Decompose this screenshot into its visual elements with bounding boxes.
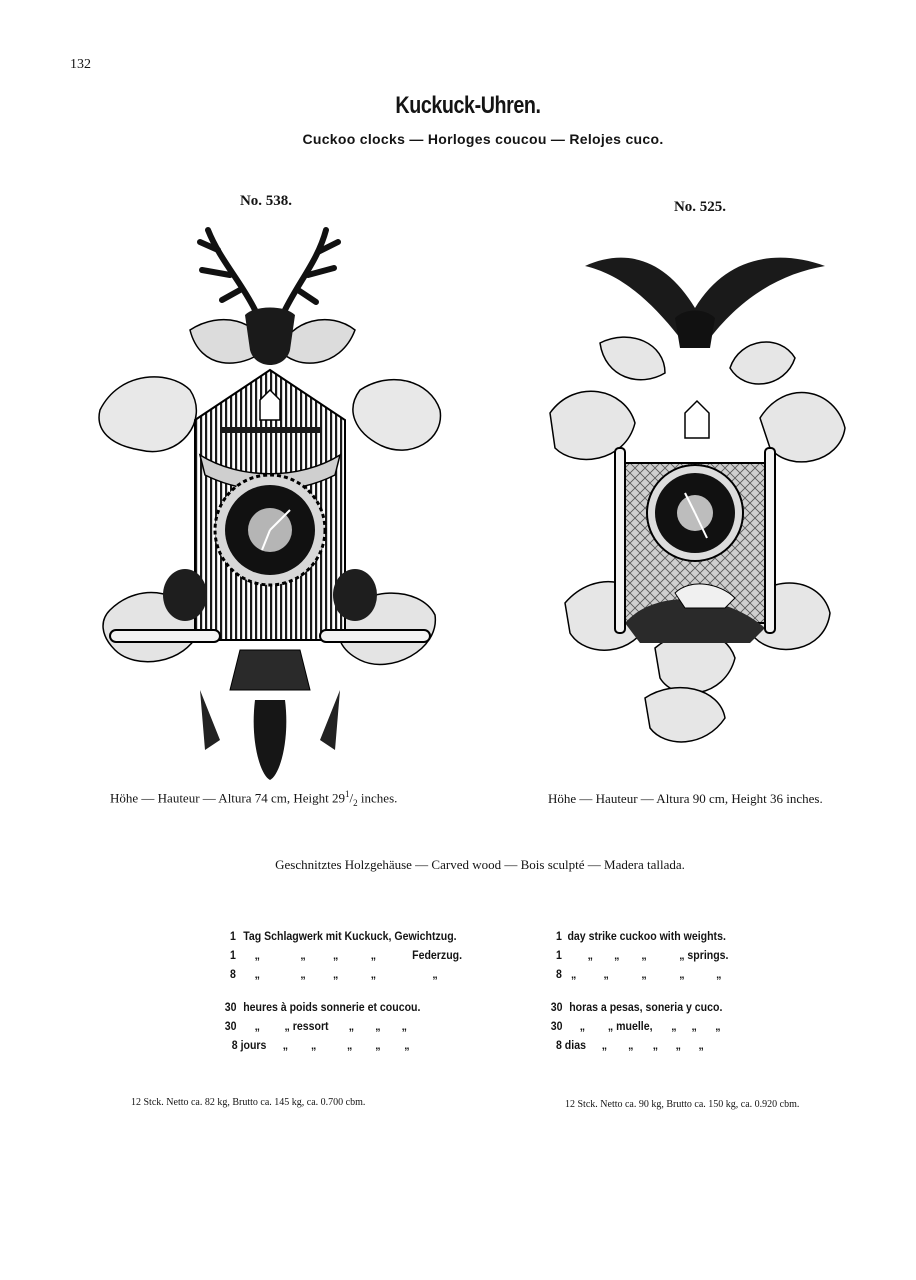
spec-row	[550, 1019, 767, 1038]
spec-cell: „	[603, 967, 609, 981]
spec-cell: 8	[230, 967, 236, 981]
page-title: Kuckuck-Uhren.	[395, 92, 541, 119]
spec-cell: „	[254, 1019, 260, 1033]
spec-block-english	[550, 929, 767, 1057]
spec-cell: 8 jours	[231, 1038, 267, 1052]
caption-538-unit: inches.	[357, 790, 398, 806]
caption-538-text: Höhe — Hauteur — Altura 74 cm, Height 29	[110, 790, 346, 806]
spec-cell: Federzug.	[412, 948, 463, 962]
spec-cell: day strike cuckoo with weights.	[567, 929, 726, 943]
spec-cell: 1	[556, 948, 562, 962]
spec-row	[230, 929, 476, 948]
spec-cell: 1	[230, 929, 236, 943]
spec-cell: „	[254, 948, 260, 962]
spec-cell: „	[370, 967, 377, 981]
spec-cell: „	[282, 1038, 289, 1052]
spec-cell: „	[375, 1038, 381, 1052]
spec-cell: „ muelle,	[607, 1019, 653, 1033]
stag-head-cuckoo-clock-illustration	[90, 220, 450, 785]
spec-cell: „ ressort	[284, 1019, 329, 1033]
spec-cell: „	[332, 967, 339, 981]
spec-cell: „	[432, 967, 438, 981]
spec-row	[230, 948, 476, 967]
spec-cell: „	[401, 1019, 407, 1033]
spec-cell: „	[601, 1038, 608, 1052]
spec-cell: „	[404, 1038, 410, 1052]
spec-cell: „	[652, 1038, 659, 1052]
spec-block-german	[224, 929, 476, 1057]
spec-cell: „	[715, 1019, 721, 1033]
spec-row	[550, 1000, 767, 1019]
eagle-cuckoo-clock-illustration	[545, 248, 845, 768]
spec-cell: „	[579, 1019, 586, 1033]
spec-cell: 8	[556, 967, 562, 981]
spec-cell: „	[300, 967, 306, 981]
spec-cell: „	[310, 1038, 317, 1052]
model-number-525: No. 525.	[673, 199, 727, 215]
spec-cell: „	[375, 1019, 381, 1033]
material-line: Geschnitztes Holzgehäuse — Carved wood — Bois sculpté — Madera tallada.	[275, 857, 685, 872]
page-number: 132	[70, 57, 91, 72]
spec-cell: 30	[224, 1000, 237, 1014]
spec-cell: „	[641, 967, 647, 981]
spec-cell: heures à poids sonnerie et coucou.	[243, 1000, 421, 1014]
page-subtitle: Cuckoo clocks — Horloges coucou — Relojes cuco.	[302, 131, 664, 147]
spec-cell: 30	[224, 1019, 237, 1033]
caption-538: Höhe — Hauteur — Altura 74 cm, Height $29^1/_2$ inches.	[110, 789, 398, 808]
spec-cell: 1	[230, 948, 236, 962]
spec-cell: „	[641, 948, 647, 962]
spec-row	[556, 967, 767, 986]
spec-cell: „	[570, 967, 577, 981]
spec-row	[230, 967, 476, 986]
spec-cell: „	[671, 1019, 677, 1033]
caption-538-fraction-numerator: 1	[345, 789, 350, 799]
spec-row	[556, 948, 767, 967]
spec-cell: Tag Schlagwerk mit Kuckuck, Gewichtzug.	[243, 929, 457, 943]
caption-538-fraction-denominator: 2	[353, 797, 358, 808]
spec-cell: „	[370, 948, 377, 962]
spec-cell: „	[628, 1038, 634, 1052]
spec-cell: „	[300, 948, 306, 962]
spec-cell: horas a pesas, soneria y cuco.	[569, 1000, 723, 1014]
spec-cell: „	[716, 967, 722, 981]
spec-cell: „	[347, 1038, 353, 1052]
spec-row	[556, 929, 767, 948]
spec-cell: „	[679, 967, 685, 981]
spec-row	[224, 1000, 476, 1019]
caption-525: Höhe — Hauteur — Altura 90 cm, Height 36 inches.	[548, 791, 823, 806]
spec-cell: „	[691, 1019, 697, 1033]
spec-cell: 30	[550, 1019, 563, 1033]
spec-row	[224, 1019, 476, 1038]
packing-info-525: 12 Stck. Netto ca. 90 kg, Brutto ca. 150 kg, ca. 0.920 cbm.	[565, 1099, 800, 1110]
spec-row	[556, 1038, 767, 1057]
packing-info-538: 12 Stck. Netto ca. 82 kg, Brutto ca. 145 kg, ca. 0.700 cbm.	[131, 1097, 366, 1108]
spec-cell: „	[587, 948, 593, 962]
spec-cell: 1	[556, 929, 562, 943]
spec-cell: „ springs.	[679, 948, 729, 962]
spec-cell: „	[614, 948, 620, 962]
model-number-538: No. 538.	[239, 193, 293, 209]
spec-cell: „	[332, 948, 339, 962]
spec-cell: „	[348, 1019, 355, 1033]
spec-cell: „	[698, 1038, 704, 1052]
spec-cell: 8 dias	[556, 1038, 586, 1052]
spec-cell: „	[254, 967, 260, 981]
spec-row	[230, 1038, 476, 1057]
spec-cell: „	[675, 1038, 681, 1052]
spec-cell: 30	[550, 1000, 563, 1014]
